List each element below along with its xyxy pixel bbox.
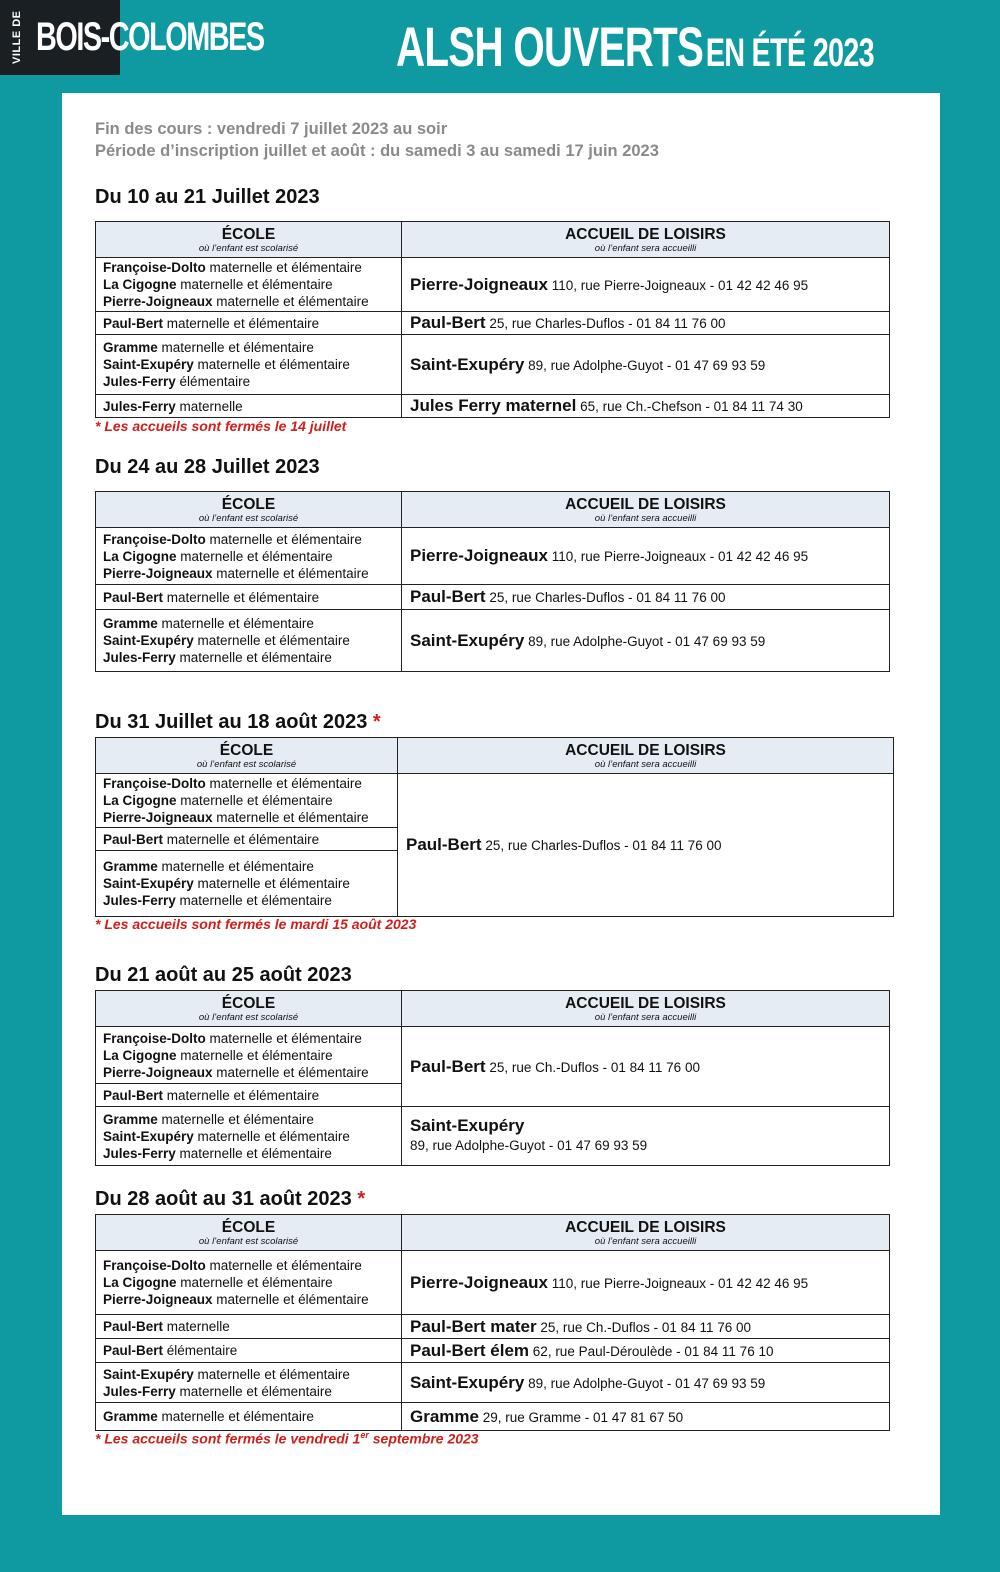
ecole-name: Gramme <box>103 616 158 631</box>
ecole-cell <box>96 585 402 610</box>
asterisk-mark: * <box>372 711 381 733</box>
ecole-level: maternelle et élémentaire <box>163 315 320 331</box>
title-small: EN ÉTÉ 2023 <box>705 31 874 75</box>
ecole-name: Jules-Ferry <box>103 374 176 389</box>
ecole-entry <box>103 831 390 848</box>
accueil-name: Paul-Bert mater <box>410 1316 537 1336</box>
ecole-entry <box>103 1030 394 1047</box>
ecole-level: maternelle et élémentaire <box>176 277 333 292</box>
accueil-address: 25, rue Charles-Duflos - 01 84 11 76 00 <box>481 838 722 853</box>
accueil-cell <box>402 610 890 672</box>
column-label: ACCUEIL DE LOISIRS <box>565 496 726 513</box>
ecole-cell <box>96 1315 402 1339</box>
ecole-name: La Cigogne <box>103 1275 177 1290</box>
table-row <box>96 1403 890 1431</box>
ecole-entry <box>103 1342 394 1359</box>
ecole-name: Françoise-Dolto <box>103 1258 206 1273</box>
table-row <box>96 395 890 418</box>
ecole-level: maternelle et élémentaire <box>205 1030 362 1046</box>
accueil-address: 110, rue Pierre-Joigneaux - 01 42 42 46 95 <box>547 549 809 564</box>
col-ecole <box>96 492 402 528</box>
ecole-level: maternelle et élémentaire <box>212 1064 369 1080</box>
table-row <box>96 585 890 610</box>
ecole-name: La Cigogne <box>103 793 177 808</box>
ecole-entry <box>103 1383 394 1400</box>
ecole-level: maternelle et élémentaire <box>157 1111 314 1127</box>
ecole-level: élémentaire <box>175 374 251 389</box>
table-row <box>96 1251 890 1315</box>
text-fragment: Du 28 août au 31 août 2023 <box>95 1188 352 1210</box>
ecole-level: maternelle <box>163 1319 230 1334</box>
closure-note: * Les accueils sont fermés le 14 juillet <box>95 418 347 434</box>
text-fragment: Du 31 Juillet au 18 août 2023 <box>95 711 368 733</box>
ecole-cell <box>96 335 402 395</box>
ecole-cell <box>96 258 402 312</box>
accueil-cell <box>402 1339 890 1363</box>
ecole-name: Pierre-Joigneaux <box>103 810 213 825</box>
accueil-cell <box>402 1363 890 1403</box>
ecole-entry <box>103 792 390 809</box>
ecole-entry <box>103 1145 394 1162</box>
accueil-address: 62, rue Paul-Déroulède - 01 84 11 76 10 <box>529 1343 774 1359</box>
ecole-cell <box>96 610 402 672</box>
ecole-entry <box>103 548 394 565</box>
ecole-name: Jules-Ferry <box>103 893 176 908</box>
ecole-level: maternelle et élémentaire <box>163 589 320 605</box>
ecole-cell <box>96 1363 402 1403</box>
accueil-address: 110, rue Pierre-Joigneaux - 01 42 42 46 95 <box>547 1275 809 1291</box>
ecole-entry <box>103 1318 394 1335</box>
ecole-name: Gramme <box>103 1111 158 1127</box>
ecole-name: La Cigogne <box>103 277 177 292</box>
column-subtitle: où l’enfant sera accueilli <box>594 1012 697 1023</box>
table-row <box>96 528 890 585</box>
ecole-level: maternelle et élémentaire <box>193 1128 350 1144</box>
ecole-name: Paul-Bert <box>103 1319 164 1334</box>
intro-line-2: Période d’inscription juillet et août : du samedi 3 au samedi 17 juin 2023 <box>95 142 659 160</box>
col-ecole <box>96 991 402 1027</box>
closure-note <box>95 1430 479 1447</box>
accueil-name: Paul-Bert élem <box>410 1340 530 1360</box>
accueil-cell <box>402 528 890 585</box>
text-fragment: septembre 2023 <box>368 1430 479 1447</box>
accueil-address: 65, rue Ch.-Chefson - 01 84 11 74 30 <box>576 399 803 414</box>
ecole-entry <box>103 1047 394 1064</box>
table-row <box>96 1339 890 1363</box>
logo-city-name: BOIS-COLOMBES <box>36 15 264 59</box>
ecole-level: maternelle et élémentaire <box>176 1275 333 1290</box>
ecole-level: maternelle et élémentaire <box>205 531 362 547</box>
section-title <box>95 711 381 734</box>
section-title: Du 21 août au 25 août 2023 <box>95 964 352 986</box>
accueil-cell <box>402 1403 890 1431</box>
ecole-level: maternelle et élémentaire <box>212 810 369 825</box>
ecole-name: Gramme <box>103 1409 158 1424</box>
ecole-name: Paul-Bert <box>103 315 164 331</box>
ecole-level: maternelle et élémentaire <box>212 294 369 309</box>
ecole-entry <box>103 315 394 332</box>
ecole-entry <box>103 356 394 373</box>
ecole-name: Gramme <box>103 340 158 355</box>
ecole-level: maternelle et élémentaire <box>205 776 362 791</box>
ecole-name: Jules-Ferry <box>103 1383 176 1399</box>
accueil-address: 89, rue Adolphe-Guyot - 01 47 69 93 59 <box>524 1375 766 1391</box>
col-accueil <box>402 492 890 528</box>
ecole-entry <box>103 339 394 356</box>
ecole-level: maternelle et élémentaire <box>163 831 320 847</box>
table-header-row <box>96 492 890 528</box>
column-label: ÉCOLE <box>219 742 274 759</box>
ecole-cell <box>96 312 402 335</box>
ecole-entry <box>103 531 394 548</box>
schedule-table <box>95 491 890 672</box>
col-accueil <box>402 1215 890 1251</box>
ecole-name: Pierre-Joigneaux <box>103 1064 213 1080</box>
ecole-cell <box>96 1027 402 1084</box>
page-title <box>396 14 874 76</box>
column-label: ÉCOLE <box>221 1219 276 1236</box>
schedule-table <box>95 990 890 1166</box>
table-row <box>96 1107 890 1166</box>
col-accueil <box>398 738 894 774</box>
accueil-address: 25, rue Ch.-Duflos - 01 84 11 76 00 <box>485 1059 700 1075</box>
schedule-table <box>95 221 890 418</box>
accueil-name: Saint-Exupéry <box>410 630 525 650</box>
ecole-level: maternelle et élémentaire <box>212 1292 369 1307</box>
col-ecole <box>96 738 398 774</box>
ecole-level: maternelle et élémentaire <box>175 893 332 908</box>
ecole-level: maternelle et élémentaire <box>163 1087 320 1103</box>
table-row <box>96 258 890 312</box>
ecole-cell <box>96 1403 402 1431</box>
ecole-entry <box>103 892 390 909</box>
accueil-cell <box>402 585 890 610</box>
column-subtitle: où l’enfant est scolarisé <box>198 1012 299 1023</box>
column-subtitle: où l’enfant est scolarisé <box>196 759 297 770</box>
accueil-address: 25, rue Charles-Duflos - 01 84 11 76 00 <box>485 316 726 331</box>
ecole-name: La Cigogne <box>103 548 177 564</box>
accueil-cell <box>398 774 894 917</box>
ecole-cell <box>96 1084 402 1107</box>
col-ecole-sub: où l’enfant est scolarisé <box>198 243 299 254</box>
accueil-address: 25, rue Ch.-Duflos - 01 84 11 76 00 <box>536 1319 751 1335</box>
ecole-entry <box>103 373 394 390</box>
ecole-level: maternelle et élémentaire <box>193 876 350 891</box>
ecole-level: maternelle et élémentaire <box>175 1383 332 1399</box>
ecole-entry <box>103 1291 394 1308</box>
ecole-name: Françoise-Dolto <box>103 531 206 547</box>
intro-line-1: Fin des cours : vendredi 7 juillet 2023 au soir <box>95 120 448 138</box>
accueil-name: Paul-Bert <box>410 1056 486 1076</box>
ecole-level: maternelle et élémentaire <box>176 793 333 808</box>
ecole-name: Pierre-Joigneaux <box>103 565 213 581</box>
ecole-level: maternelle et élémentaire <box>193 1366 350 1382</box>
table-header-row <box>96 738 894 774</box>
ecole-level: élémentaire <box>163 1343 238 1358</box>
text-fragment: er <box>360 1430 369 1440</box>
section-title: Du 24 au 28 Juillet 2023 <box>95 456 320 478</box>
column-subtitle: où l’enfant sera accueilli <box>594 513 697 524</box>
ecole-level: maternelle et élémentaire <box>175 650 332 665</box>
ecole-level: maternelle et élémentaire <box>205 1258 362 1273</box>
ecole-cell <box>96 828 398 851</box>
city-logo <box>0 0 264 75</box>
ecole-level: maternelle <box>175 398 243 414</box>
ecole-cell <box>96 851 398 917</box>
schedule-table <box>95 737 894 917</box>
column-label: ACCUEIL DE LOISIRS <box>565 742 726 759</box>
accueil-name: Pierre-Joigneaux <box>410 546 548 565</box>
ecole-name: Pierre-Joigneaux <box>103 294 213 309</box>
ecole-entry <box>103 858 390 875</box>
ecole-entry <box>103 1408 394 1425</box>
ecole-name: Saint-Exupéry <box>103 1128 194 1144</box>
ecole-entry <box>103 589 394 606</box>
ecole-entry <box>103 809 390 826</box>
ecole-level: maternelle et élémentaire <box>157 1409 314 1424</box>
column-label: ACCUEIL DE LOISIRS <box>565 1219 726 1236</box>
col-accueil <box>402 991 890 1027</box>
column-subtitle: où l’enfant sera accueilli <box>594 1236 697 1247</box>
accueil-address: 110, rue Pierre-Joigneaux - 01 42 42 46 95 <box>547 277 809 293</box>
accueil-cell <box>402 1107 890 1166</box>
ecole-cell <box>96 774 398 828</box>
column-label: ÉCOLE <box>221 995 276 1012</box>
ecole-entry <box>103 1257 394 1274</box>
column-subtitle: où l’enfant est scolarisé <box>198 513 299 524</box>
ecole-cell <box>96 1251 402 1315</box>
ecole-entry <box>103 1087 394 1104</box>
accueil-name: Saint-Exupéry <box>410 1372 525 1392</box>
ecole-level: maternelle et élémentaire <box>175 1145 332 1161</box>
intro-block <box>95 118 659 162</box>
column-label: ACCUEIL DE LOISIRS <box>565 995 726 1012</box>
accueil-name: Paul-Bert <box>406 835 482 854</box>
accueil-cell <box>402 1251 890 1315</box>
ecole-name: Jules-Ferry <box>103 398 176 414</box>
ecole-name: Paul-Bert <box>103 589 164 605</box>
ecole-level: maternelle et élémentaire <box>193 633 350 648</box>
table-row <box>96 312 890 335</box>
column-subtitle: où l’enfant sera accueilli <box>594 759 697 770</box>
ecole-name: Paul-Bert <box>103 1087 164 1103</box>
accueil-name: Jules Ferry maternel <box>410 396 577 415</box>
ecole-entry <box>103 1111 394 1128</box>
ecole-cell <box>96 1107 402 1166</box>
accueil-name: Saint-Exupéry <box>410 1116 525 1135</box>
col-accueil-sub: où l’enfant sera accueilli <box>594 243 697 254</box>
accueil-address: 29, rue Gramme - 01 47 81 67 50 <box>478 1409 684 1425</box>
accueil-name: Pierre-Joigneaux <box>410 1272 548 1292</box>
col-accueil-label: ACCUEIL DE LOISIRS <box>565 226 726 243</box>
column-subtitle: où l’enfant est scolarisé <box>198 1236 299 1247</box>
ecole-entry <box>103 1128 394 1145</box>
accueil-name: Paul-Bert <box>410 313 486 332</box>
ecole-cell <box>96 1339 402 1363</box>
ecole-cell <box>96 395 402 418</box>
accueil-cell <box>402 258 890 312</box>
ecole-name: Jules-Ferry <box>103 1145 176 1161</box>
col-ecole-label: ÉCOLE <box>221 226 276 243</box>
ecole-level: maternelle et élémentaire <box>212 565 369 581</box>
accueil-cell <box>402 1315 890 1339</box>
ecole-name: Françoise-Dolto <box>103 776 206 791</box>
table-row <box>96 774 894 828</box>
accueil-name: Saint-Exupéry <box>410 354 525 374</box>
ecole-entry <box>103 1366 394 1383</box>
accueil-cell <box>402 395 890 418</box>
text-fragment: * Les accueils sont fermés le vendredi 1 <box>95 1430 361 1447</box>
accueil-address: 25, rue Charles-Duflos - 01 84 11 76 00 <box>485 590 726 605</box>
accueil-name: Paul-Bert <box>410 587 486 606</box>
ecole-name: La Cigogne <box>103 1047 177 1063</box>
ecole-name: Françoise-Dolto <box>103 260 206 275</box>
ecole-name: Saint-Exupéry <box>103 357 194 372</box>
ecole-entry <box>103 398 394 415</box>
section-title: Du 10 au 21 Juillet 2023 <box>95 186 320 208</box>
ecole-name: Gramme <box>103 859 158 874</box>
accueil-address: 89, rue Adolphe-Guyot - 01 47 69 93 59 <box>524 357 766 373</box>
table-row <box>96 1363 890 1403</box>
ecole-entry <box>103 615 394 632</box>
ecole-entry <box>103 565 394 582</box>
ecole-name: Saint-Exupéry <box>103 633 194 648</box>
section-title <box>95 1188 365 1211</box>
accueil-name: Gramme <box>410 1406 479 1426</box>
ecole-name: Jules-Ferry <box>103 650 176 665</box>
ecole-entry <box>103 875 390 892</box>
ecole-level: maternelle et élémentaire <box>176 548 333 564</box>
accueil-cell <box>402 1027 890 1107</box>
title-main: ALSH OUVERTS <box>396 15 704 78</box>
ecole-entry <box>103 1274 394 1291</box>
ecole-name: Saint-Exupéry <box>103 1366 194 1382</box>
ecole-level: maternelle et élémentaire <box>157 859 314 874</box>
ecole-name: Saint-Exupéry <box>103 876 194 891</box>
ecole-entry <box>103 649 394 666</box>
accueil-cell <box>402 335 890 395</box>
ecole-level: maternelle et élémentaire <box>176 1047 333 1063</box>
table-header-row <box>96 991 890 1027</box>
ecole-name: Françoise-Dolto <box>103 1030 206 1046</box>
table-header-row <box>96 222 890 258</box>
table-row <box>96 1027 890 1084</box>
ecole-level: maternelle et élémentaire <box>157 616 314 631</box>
schedule-table <box>95 1214 890 1431</box>
ecole-name: Paul-Bert <box>103 1343 164 1358</box>
ecole-entry <box>103 1064 394 1081</box>
col-accueil <box>402 222 890 258</box>
ecole-entry <box>103 276 394 293</box>
col-ecole <box>96 1215 402 1251</box>
table-header-row <box>96 1215 890 1251</box>
ecole-entry <box>103 293 394 310</box>
asterisk-mark: * <box>357 1188 366 1210</box>
ecole-level: maternelle et élémentaire <box>157 340 314 355</box>
ecole-entry <box>103 775 390 792</box>
accueil-name: Pierre-Joigneaux <box>410 274 548 294</box>
ecole-entry <box>103 632 394 649</box>
table-row <box>96 335 890 395</box>
ecole-name: Paul-Bert <box>103 831 164 847</box>
logo-ville-de: VILLE DE <box>11 10 23 65</box>
table-row <box>96 1315 890 1339</box>
accueil-address: 89, rue Adolphe-Guyot - 01 47 69 93 59 <box>410 1138 648 1153</box>
ecole-name: Pierre-Joigneaux <box>103 1292 213 1307</box>
ecole-entry <box>103 259 394 276</box>
ecole-level: maternelle et élémentaire <box>193 357 350 372</box>
column-label: ÉCOLE <box>221 496 276 513</box>
closure-note: * Les accueils sont fermés le mardi 15 août 2023 <box>95 916 417 932</box>
col-ecole <box>96 222 402 258</box>
accueil-cell <box>402 312 890 335</box>
accueil-address: 89, rue Adolphe-Guyot - 01 47 69 93 59 <box>524 633 766 649</box>
ecole-cell <box>96 528 402 585</box>
table-row <box>96 610 890 672</box>
ecole-level: maternelle et élémentaire <box>205 260 362 275</box>
